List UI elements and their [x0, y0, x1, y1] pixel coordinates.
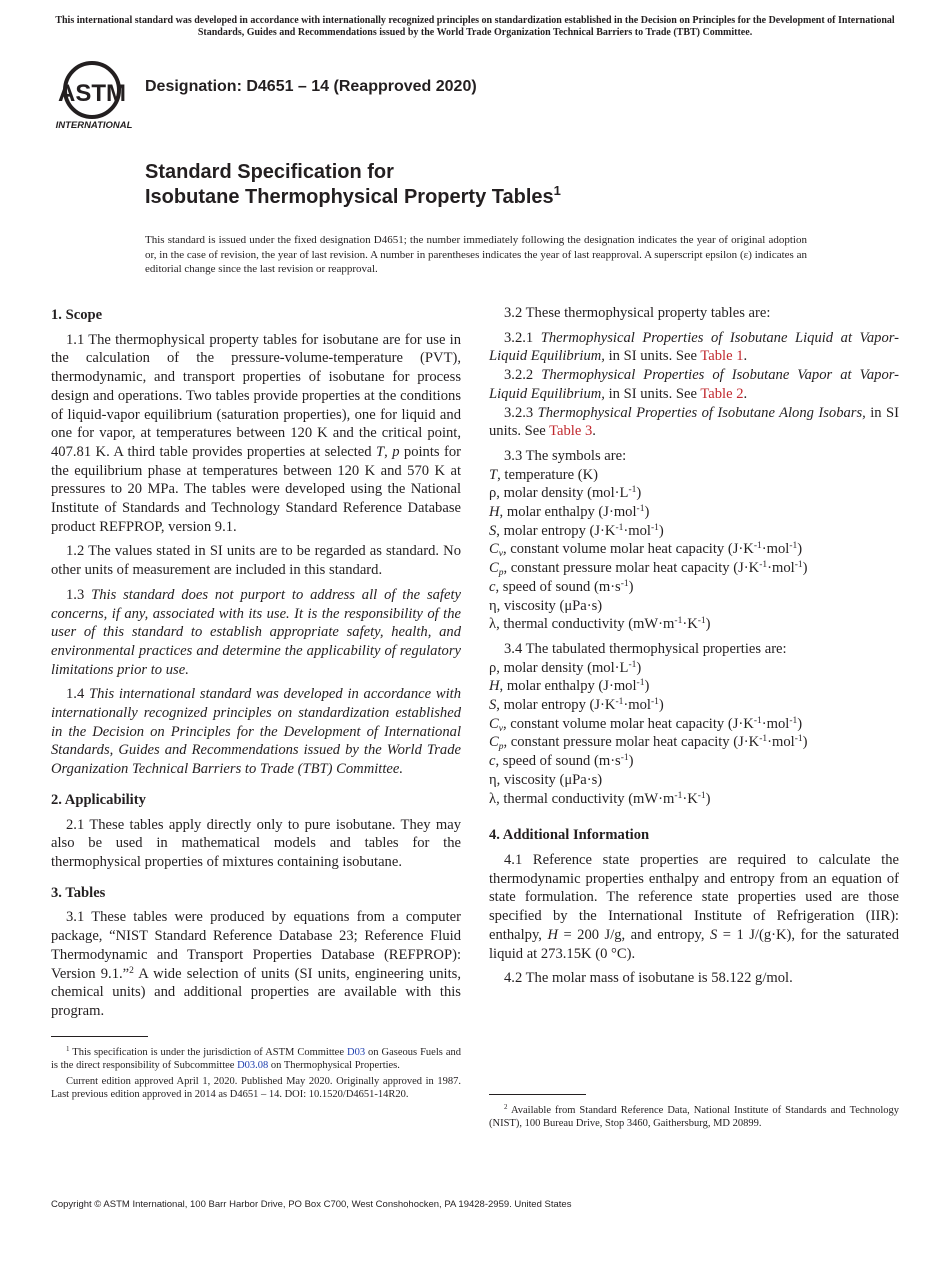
issued-statement: This standard is issued under the fixed designation D4651; the number immediately following the designation indicates the year of original adoption or, in the case of revision, the year of last revision. A number in parentheses indicates the year of last reapproval. A superscript epsilon (ε) indicates an editorial change since the last revision or reapproval. [145, 234, 807, 275]
document-title [145, 160, 561, 210]
symbol-item: S, molar entropy $(J\cdot K^{-1}\cdot mol^{-1})$ [489, 522, 664, 539]
title-line-1: Standard Specification for [145, 161, 394, 183]
paragraph-1-3: 1.3 This standard does not purport to address all of the safety concerns, if any, associated with its use. It is the responsibility of the user of this standard to establish appropriate safety, health, and environmental practices and determine the applicability of regulatory limitations prior to use. [51, 586, 461, 678]
paragraph-4-2: 4.2 The molar mass of isobutane is 58.122 g/mol. [504, 970, 793, 987]
footnote-rule-left [51, 1036, 148, 1037]
section-heading-applicability: 2. Applicability [51, 791, 146, 808]
symbol-item: c, speed of sound $(m\cdot s^{-1})$ [489, 578, 634, 595]
copyright: Copyright © ASTM International, 100 Barr Harbor Drive, PO Box C700, West Conshohocken, PA 19428-2959. United States [51, 1199, 572, 1210]
title-line-2: Isobutane Thermophysical Property Tables$^1$ [145, 183, 561, 208]
footnote-1-edition: Current edition approved April 1, 2020. Published May 2020. Originally approved in 1987. Last previous edition approved in 2014 as D4651 – 14. DOI: 10.1520/D4651-14R20. [51, 1075, 461, 1100]
paragraph-1-1: 1.1 The thermophysical property tables for isobutane are for use in the calculation of the pressure-volume-temperature (PVT), thermodynamic, and transport properties of isobutane for process design and operations. Two tables provide properties at the conditions of liquid-vapor equilibrium (saturation properties), one for liquid and one for vapor, at temperatures between 120 K and the critical point, 407.81 K. A third table provides properties at selected T, p points for the equilibrium phase at temperatures between 120 K and 570 K at pressures to 20 MPa. The tables were developed using the National Institute of Standards and Technology Standard Reference Database product REFPROP, version 9.1. [51, 331, 461, 535]
table-3-link[interactable]: Table 3 [549, 423, 593, 440]
property-item: H, molar enthalpy (J·mol$^{-1}$) [489, 678, 650, 695]
property-item: η, viscosity (μPa·s) [489, 771, 603, 788]
subcommittee-d03-08-link[interactable]: D03.08 [237, 1060, 269, 1072]
symbol-item: $C_p$, constant pressure molar heat capacity $(J\cdot K^{-1}\cdot mol^{-1})$ [489, 560, 808, 579]
footnote-rule-right [489, 1094, 586, 1095]
paragraph-3-1: 3.1 These tables were produced by equations from a computer package, “NIST Standard Reference Database 23; Reference Fluid Thermodynamic and Transport Properties Database (REFPROP): Version 9.1.”$^2$ A wide selection of units (SI units, engineering units, chemical units) and additional properties are available with this program. [51, 909, 461, 1019]
property-list [489, 659, 899, 809]
property-item: λ, thermal conductivity $(mW\cdot m^{-1}\cdot K^{-1})$ [489, 790, 711, 807]
left-column [51, 306, 461, 1027]
paragraph-1-4: 1.4 This international standard was developed in accordance with internationally recognized principles on standardization established in the Decision on Principles for the Development of International Standards, Guides and Recommendations issued by the World Trade Organization Technical Barriers to Trade (TBT) Committee. [51, 686, 462, 778]
designation: Designation: D4651 – 14 (Reapproved 2020) [145, 78, 477, 95]
footnote-1 [51, 1046, 461, 1103]
property-item: $C_p$, constant pressure molar heat capacity $(J\cdot K^{-1}\cdot mol^{-1})$ [489, 734, 808, 753]
symbol-item: λ, thermal conductivity $(mW\cdot m^{-1}\cdot K^{-1})$ [489, 616, 711, 633]
paragraph-3-3: 3.3 The symbols are: [504, 447, 627, 464]
symbol-item: H, molar enthalpy (J·mol$^{-1}$) [489, 504, 650, 521]
item-3-2-3: 3.2.3 Thermophysical Properties of Isobutane Along Isobars, in SI units. See Table 3. [489, 404, 899, 440]
paragraph-3-2: 3.2 These thermophysical property tables are: [504, 305, 771, 321]
symbol-item: $C_v$, constant volume molar heat capacity $(J\cdot K^{-1}\cdot mol^{-1})$ [489, 541, 803, 560]
table-1-link[interactable]: Table 1 [700, 348, 744, 365]
logo-subtext: INTERNATIONAL [55, 120, 133, 131]
footnote-2-text: $^2$ Available from Standard Reference Data, National Institute of Standards and Technology (NIST), 100 Bureau Drive, Stop 3460, Gaithersburg, MD 20899. [489, 1103, 900, 1130]
section-heading-scope: 1. Scope [51, 307, 103, 323]
top-notice: This international standard was developed in accordance with internationally recognized principles on standardization established in the Decision on Principles for the Development of International Standards, Guides and Recommendations issued by the World Trade Organization Technical Barriers to Trade (TBT) Committee. [55, 15, 895, 38]
paragraph-4-1: 4.1 Reference state properties are required to calculate the thermodynamic properties enthalpy and entropy from an equation of state formulation. The reference state properties used are those specified by the International Institute of Refrigeration (IIR): enthalpy, H = 200 J/g, and entropy, S = 1 J/(g·K), for the saturated liquid at 273.15K (0 °C). [489, 851, 899, 962]
footnote-1-text: $^1$ This specification is under the jurisdiction of ASTM Committee D03 on Gaseous Fuels and is the direct responsibility of Subcommittee D03.08 on Thermophysical Properties. [51, 1045, 461, 1072]
property-item: ρ, molar density $(mol\cdot L^{-1})$ [489, 659, 642, 676]
item-3-2-1: 3.2.1 Thermophysical Properties of Isobutane Liquid at Vapor-Liquid Equilibrium, in SI units. See Table 1. [489, 329, 899, 365]
paragraph-3-4: 3.4 The tabulated thermophysical properties are: [504, 640, 787, 657]
symbol-list [489, 466, 899, 634]
table-2-link[interactable]: Table 2 [700, 385, 744, 402]
property-item: $C_v$, constant volume molar heat capacity $(J\cdot K^{-1}\cdot mol^{-1})$ [489, 715, 803, 734]
paragraph-2-1: 2.1 These tables apply directly only to pure isobutane. They may also be used in mathematical models and tables for the thermophysical properties of mixtures containing isobutane. [51, 816, 461, 870]
property-item: S, molar entropy $(J\cdot K^{-1}\cdot mol^{-1})$ [489, 697, 664, 714]
astm-logo [52, 57, 136, 131]
item-3-2-2: 3.2.2 Thermophysical Properties of Isobutane Vapor at Vapor-Liquid Equilibrium, in SI units. See Table 2. [489, 367, 899, 402]
symbol-item: η, viscosity (μPa·s) [489, 597, 603, 614]
logo-text: ASTM [58, 80, 126, 107]
section-heading-additional-information: 4. Additional Information [489, 827, 650, 844]
section-heading-tables: 3. Tables [51, 884, 106, 901]
property-item: c, speed of sound $(m\cdot s^{-1})$ [489, 753, 634, 770]
title-footnote-mark: 1 [553, 183, 561, 198]
symbol-item: ρ, molar density $(mol\cdot L^{-1})$ [489, 485, 642, 502]
footnote-2 [489, 1104, 899, 1133]
symbol-item: T, temperature (K) [489, 466, 599, 483]
committee-d03-link[interactable]: D03 [346, 1047, 366, 1058]
paragraph-1-2: 1.2 The values stated in SI units are to be regarded as standard. No other units of measurement are included in this standard. [51, 543, 461, 579]
right-column [489, 304, 899, 994]
